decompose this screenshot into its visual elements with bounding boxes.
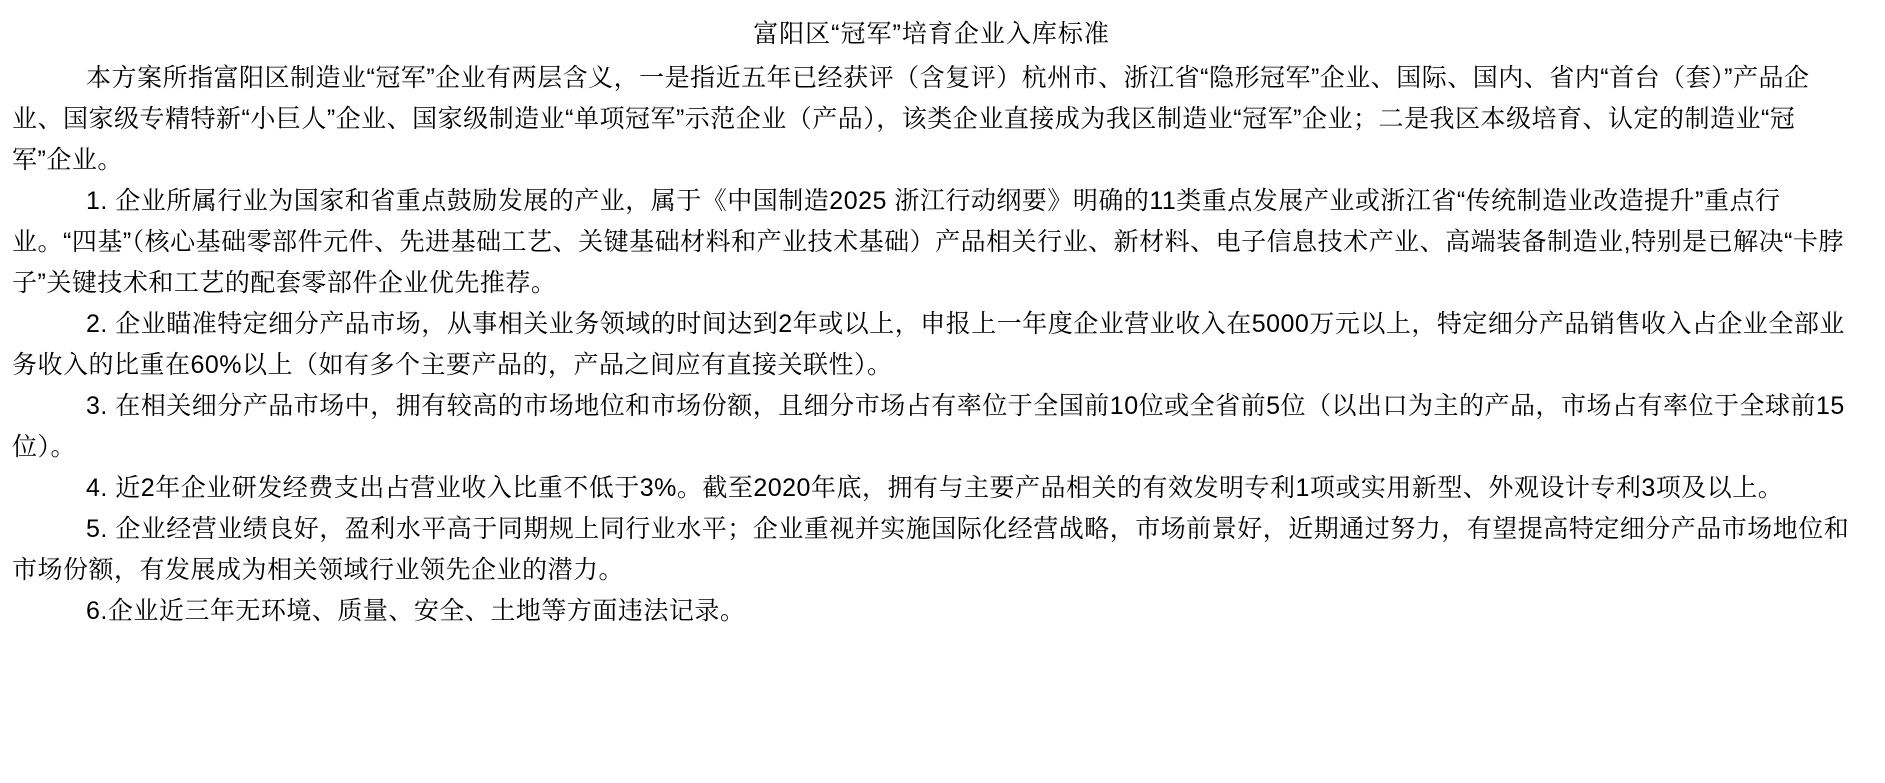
criterion-3: 3. 在相关细分产品市场中，拥有较高的市场地位和市场份额，且细分市场占有率位于全国前10位或全省前5位（以出口为主的产品，市场占有率位于全球前15位）。 bbox=[12, 392, 1845, 461]
document-title: 富阳区“冠军”培育企业入库标准 bbox=[753, 20, 1110, 48]
criterion-5: 5. 企业经营业绩良好，盈利水平高于同期规上同行业水平；企业重视并实施国际化经营战略，市场前景好，近期通过努力，有望提高特定细分产品市场地位和市场份额，有发展成为相关领域行业领先企业的潜力。 bbox=[12, 515, 1850, 584]
criterion-2: 2. 企业瞄准特定细分产品市场，从事相关业务领域的时间达到2年或以上，申报上一年度企业营业收入在5000万元以上，特定细分产品销售收入占企业全部业务收入的比重在60%以上（如有多个主要产品的，产品之间应有直接关联性）。 bbox=[12, 310, 1845, 379]
criterion-1: 1. 企业所属行业为国家和省重点鼓励发展的产业，属于《中国制造2025 浙江行动纲要》明确的11类重点发展产业或浙江省“传统制造业改造提升”重点行业。“四基”（核心基础零部件元件、先进基础工艺、关键基础材料和产业技术基础）产品相关行业、新材料、电子信息技术产业、高端装备制造业,特别是已解决“卡脖子”关键技术和工艺的配套零部件企业优先推荐。 bbox=[12, 187, 1844, 297]
intro-paragraph: 本方案所指富阳区制造业“冠军”企业有两层含义，一是指近五年已经获评（含复评）杭州市、浙江省“隐形冠军”企业、国际、国内、省内“首台（套）”产品企业、国家级专精特新“小巨人”企业、国家级制造业“单项冠军”示范企业（产品），该类企业直接成为我区制造业“冠军”企业；二是我区本级培育、认定的制造业“冠军”企业。 bbox=[12, 64, 1810, 174]
criterion-6: 6.企业近三年无环境、质量、安全、土地等方面违法记录。 bbox=[86, 597, 746, 625]
criterion-4: 4. 近2年企业研发经费支出占营业收入比重不低于3%。截至2020年底，拥有与主要产品相关的有效发明专利1项或实用新型、外观设计专利3项及以上。 bbox=[86, 474, 1784, 502]
